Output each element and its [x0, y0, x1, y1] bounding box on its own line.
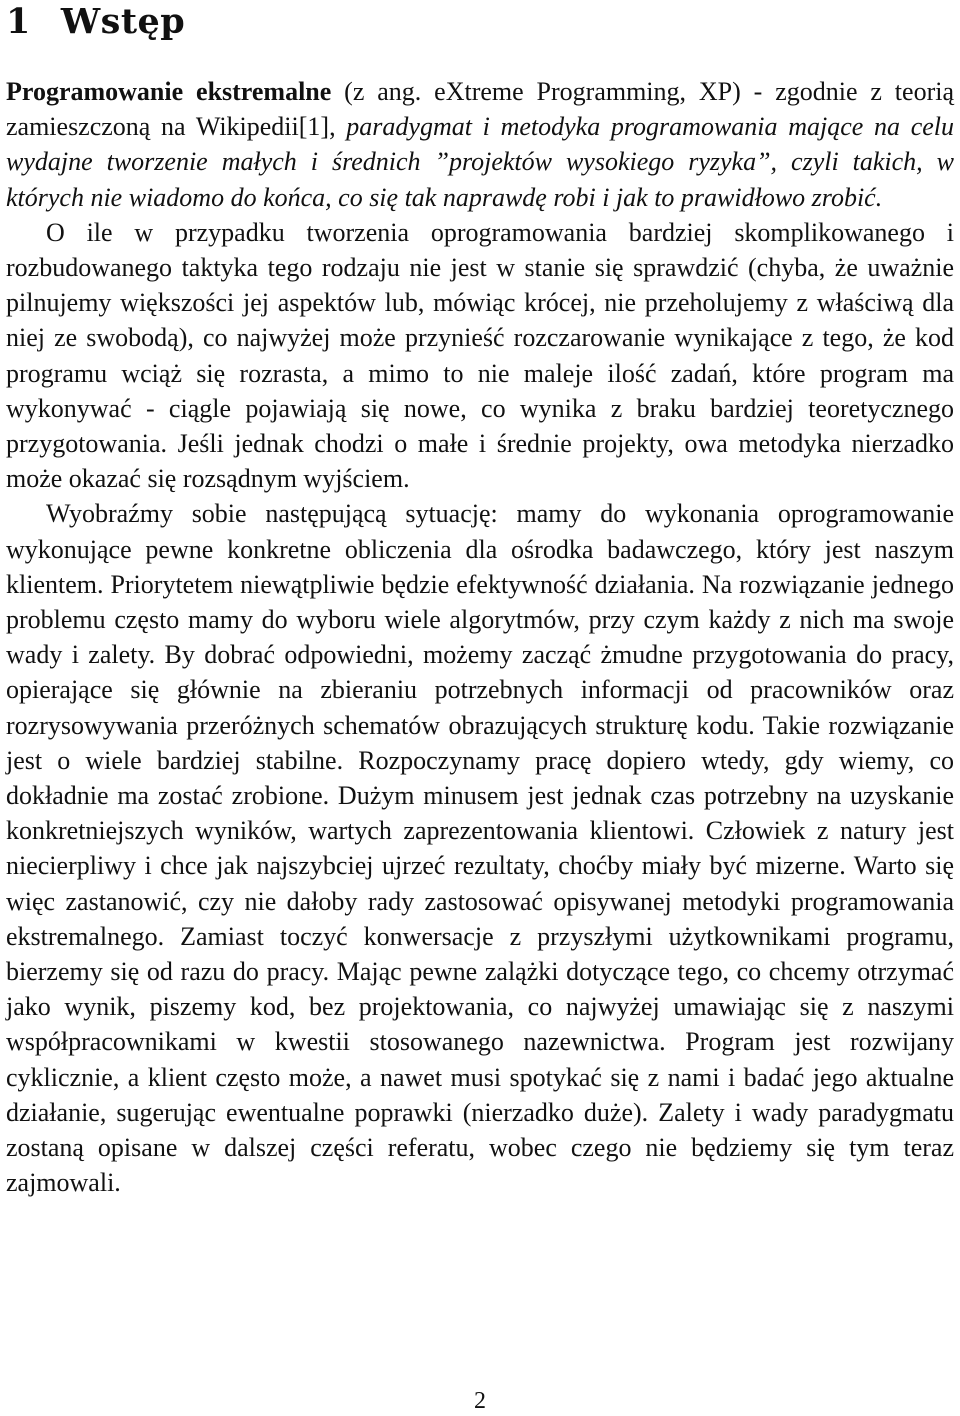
section-number: 1 — [6, 1, 31, 42]
document-page — [6, 0, 954, 1201]
section-title: Wstęp — [60, 1, 186, 42]
definition-source-text: (z ang. eXtreme Programming, XP) - zgodnie z teorią zamieszczoną na Wikipedii[1], — [6, 77, 954, 142]
paragraph-example: Wyobraźmy sobie następującą sytuację: mamy do wykonania oprogramowanie wykonujące pewne konkretne obliczenia dla ośrodka badawczego, który jest naszym klientem. Priorytetem niewątpliwie będzie efektywność działania. Na rozwiązanie jednego problemu często mamy do wyboru wiele algorytmów, przy czym każdy z nich ma swoje wady i zalety. By dobrać odpowiedni, możemy zacząć żmudne przygotowania do pracy, opierające się głównie na zbieraniu potrzebnych informacji od pracowników oraz rozrysowywania przeróżnych schematów obrazujących strukturę kodu. Takie rozwiązanie jest o wiele bardziej stabilne. Rozpoczynamy pracę dopiero wtedy, gdy wiemy, co dokładnie ma zostać zrobione. Dużym minusem jest jednak czas potrzebny na uzyskanie konkretniejszych wyników, wartych zaprezentowania klientowi. Człowiek z natury jest niecierpliwy i chce jak najszybciej ujrzeć rezultaty, choćby miały być mizerne. Warto się więc zastanowić, czy nie dałoby rady zastosować opisywanej metodyki programowania ekstremalnego. Zamiast toczyć konwersacje z przyszłymi użytkownikami programu, bierzemy się od razu do pracy. Mając pewne zalążki dotyczące tego, co chcemy otrzymać jako wynik, piszemy kod, bez projektowania, co najwyżej umawiając się z naszymi współpracownikami w kwestii stosowanego nazewnictwa. Program jest rozwijany cyklicznie, a klient często może, a nawet musi spotykać się z nami i badać jego aktualne działanie, sugerując ewentualne poprawki (nierzadko duże). Zalety i wady paradygmatu zostaną opisane w dalszej części referatu, wobec czego nie będziemy się tym teraz zajmowali. — [6, 499, 954, 1198]
section-heading — [6, 0, 954, 46]
term-bold: Programowanie ekstremalne — [6, 77, 332, 106]
paragraph-definition — [6, 74, 954, 215]
page-number: 2 — [474, 1388, 486, 1414]
definition-quote-italic: paradygmat i metodyka programowania mające na celu wydajne tworzenie małych i średnich ”projektów wysokiego ryzyka”, czyli takich, w których nie wiadomo do końca, co się tak naprawdę robi i jak to prawidłowo zrobić. — [6, 112, 954, 212]
paragraph-limitations: O ile w przypadku tworzenia oprogramowania bardziej skomplikowanego i rozbudowanego taktyka tego rodzaju nie jest w stanie się sprawdzić (chyba, że uważnie pilnujemy większości jej aspektów lub, mówiąc krócej, nie przeholujemy z właściwą dla niej ze swobodą), co najwyżej może przynieść rozczarowanie wynikające z tego, że kod programu wciąż się rozrasta, a mimo to nie maleje ilość zadań, które program ma wykonywać - ciągle pojawiają się nowe, co wynika z braku bardziej teoretycznego przygotowania. Jeśli jednak chodzi o małe i średnie projekty, owa metodyka nierzadko może okazać się rozsądnym wyjściem. — [6, 217, 954, 494]
